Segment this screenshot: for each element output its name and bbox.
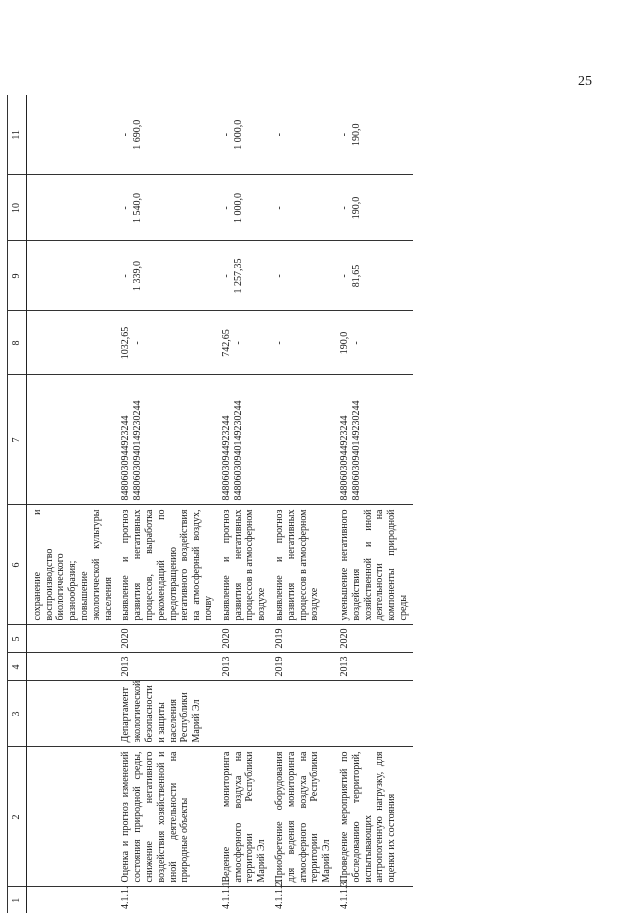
table-row — [336, 95, 413, 913]
row-number: 4.1.1.1. — [220, 879, 232, 909]
col-header: 2 — [8, 747, 27, 887]
row-value: - — [271, 95, 336, 175]
col-header: 6 — [8, 505, 27, 625]
row-result: уменьшение негативного воздействия хозяйственной и иной деятельности на компоненты природной среды — [336, 505, 413, 625]
row-end-year: 2020 — [218, 625, 271, 653]
row-value: - — [271, 241, 336, 311]
continuation-row — [26, 95, 117, 913]
row-name: Проведение мероприятий по обследованию территорий, испытывающих антропогенную нагрузку, для оценки их состояния — [336, 747, 413, 887]
col-header: 1 — [8, 887, 27, 913]
row-start-year: 2019 — [271, 653, 336, 681]
row-value: - 1 257,35 — [218, 241, 271, 311]
row-kbk: 84806030944923244 84806030940149230244 — [117, 375, 217, 505]
col-header: 5 — [8, 625, 27, 653]
row-value: - — [271, 311, 336, 375]
row-value: - 190,0 — [336, 175, 413, 241]
row-number: 4.1.1. — [120, 886, 132, 909]
row-number: 4.1.1.2. — [273, 879, 285, 909]
rotated-table-container — [7, 95, 607, 913]
col-header: 3 — [8, 681, 27, 747]
continuation-result: сохранение и воспроизводство биологического разнообразия; повышение экологической культуры населения — [26, 505, 117, 625]
col-header: 7 — [8, 375, 27, 505]
table-row — [271, 95, 336, 913]
row-kbk: 84806030944923244 84806030940149230244 — [218, 375, 271, 505]
row-end-year: 2020 — [117, 625, 217, 653]
row-value: 190,0 - — [336, 311, 413, 375]
row-kbk: 84806030944923244 84806030940149230244 — [336, 375, 413, 505]
row-executor — [218, 681, 271, 747]
program-table — [7, 95, 413, 913]
table-row — [218, 95, 271, 913]
row-value: - 81,65 — [336, 241, 413, 311]
row-value: 1032,65 - — [117, 311, 217, 375]
row-value: - 190,0 — [336, 95, 413, 175]
row-start-year: 2013 — [218, 653, 271, 681]
page-number: 25 — [578, 74, 592, 89]
col-header: 4 — [8, 653, 27, 681]
col-header: 9 — [8, 241, 27, 311]
row-value: - 1 540,0 — [117, 175, 217, 241]
row-name: Ведение мониторинга атмосферного воздуха на территории Республики Марий Эл — [218, 747, 271, 887]
row-executor — [271, 681, 336, 747]
row-result: выявление и прогноз развития негативных процессов в атмосферном воздухе — [271, 505, 336, 625]
col-header: 8 — [8, 311, 27, 375]
col-header: 11 — [8, 95, 27, 175]
row-value: - 1 690,0 — [117, 95, 217, 175]
row-number: 4.1.1.3. — [338, 879, 350, 909]
row-name: Оценка и прогноз изменений состояния природной среды, снижение негативного воздействия хозяйственной и иной деятельности на природные объекты — [117, 747, 217, 887]
table-row — [117, 95, 217, 913]
row-executor — [336, 681, 413, 747]
row-kbk — [271, 375, 336, 505]
row-value: - 1 000,0 — [218, 175, 271, 241]
row-value: - 1 339,0 — [117, 241, 217, 311]
row-end-year: 2020 — [336, 625, 413, 653]
row-end-year: 2019 — [271, 625, 336, 653]
col-header: 10 — [8, 175, 27, 241]
row-result: выявление и прогноз развития негативных процессов, выработка рекомендаций по предотвращению негативного воздействия на атмосферный воздух, почву — [117, 505, 217, 625]
row-start-year: 2013 — [336, 653, 413, 681]
row-value: 742,65 - — [218, 311, 271, 375]
row-start-year: 2013 — [117, 653, 217, 681]
row-value: - — [271, 175, 336, 241]
row-result: выявление и прогноз развития негативных процессов в атмосферном воздухе — [218, 505, 271, 625]
row-name: Приобретение оборудования для ведения мониторинга атмосферного воздуха на территории Республики Марий Эл — [271, 747, 336, 887]
row-value: - 1 000,0 — [218, 95, 271, 175]
row-executor: Департамент экологической безопасности и защиты населения Республики Марий Эл — [117, 681, 217, 747]
header-row — [8, 95, 27, 913]
